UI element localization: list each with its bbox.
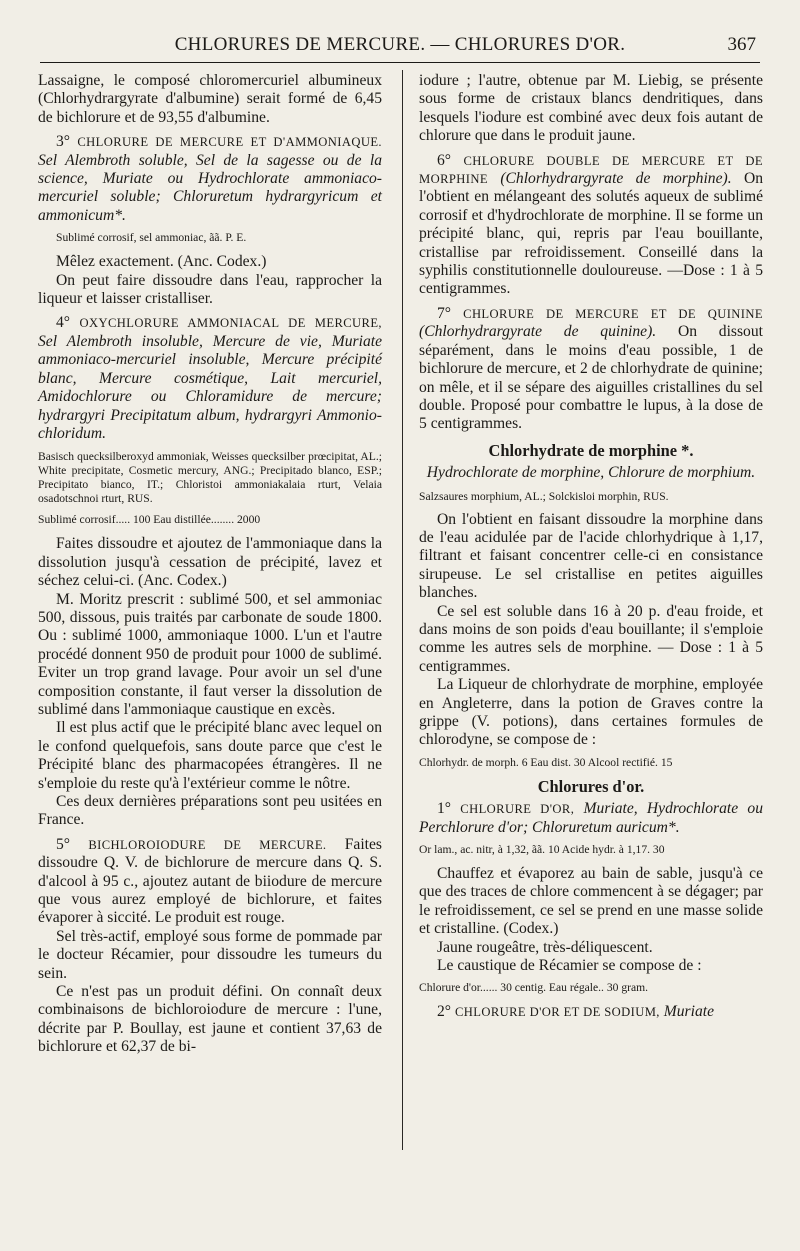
page-number: 367: [727, 34, 756, 55]
paragraph: La Liqueur de chlorhydrate de morphine, employée en Angleterre, dans la potion de Graves contre la grippe (V. potions), dans certaines formules de chlorodyne, se compose de :: [419, 676, 763, 749]
paragraph: Il est plus actif que le précipité blanc avec lequel on le confond quelquefois, sans doute parce que c'est le Précipité blanc des pharmacopées étrangères. Il ne s'emploie du reste qu'à l'extérieur comme le nôtre.: [38, 719, 382, 792]
paragraph: On peut faire dissoudre dans l'eau, rapprocher la liqueur et laisser cristalliser.: [38, 271, 382, 308]
right-column: [419, 72, 763, 1022]
section-synonyms: (Chlorhydrargyrate de morphine).: [500, 170, 732, 188]
paragraph: Faites dissoudre et ajoutez de l'ammoniaque dans la dissolution jusqu'à cessation de précipité, lavez et séchez celui-ci. (Anc. Codex.): [38, 535, 382, 590]
heading-chlorhydrate-morphine: Chlorhydrate de morphine *.: [488, 440, 694, 460]
section-1: [419, 800, 763, 837]
running-head: [40, 32, 760, 63]
paragraph: Mêlez exactement. (Anc. Codex.): [56, 253, 267, 271]
section-number: 1°: [437, 800, 452, 818]
section-number: 3°: [56, 133, 71, 151]
section-synonyms: (Chlorhydrargyrate de quinine).: [419, 323, 657, 341]
paragraph: Faites dissoudre Q. V. de bichlorure de mercure dans Q. S. d'alcool à 95 c., ajoutez autant de biiodure de mercure que vous aurez employé de bichlorure, et faites évaporer à siccité. Le produit est rouge.: [38, 835, 382, 927]
section-title: OXYCHLORURE AMMONIACAL DE MERCURE,: [79, 316, 382, 331]
section-title: CHLORURE D'OR ET DE SODIUM,: [454, 1005, 660, 1020]
section-synonyms: Muriate, Hydrochlorate ou Perchlorure d'or; Chloruretum auricum*.: [419, 800, 763, 836]
paragraph: M. Moritz prescrit : sublimé 500, et sel ammoniac 500, dissous, puis traités par carbonate de soude 1800. Ou : sublimé 1000, ammoniaque 1000. L'un et l'autre procédé donnent 950 de produit pour 1000 de sublimé. Eviter un trop grand lavage. Pour avoir un sel d'une composition constante, il faut verser la dissolution de sublimé dans l'ammoniaque caustique en excès.: [38, 590, 382, 718]
paragraph: Lassaigne, le composé chloromercuriel albumineux (Chlorhydrargyrate d'albumine) serait formé de 6,45 de bichlorure et de 93,55 d'albumine.: [38, 72, 382, 126]
paragraph: Ces deux dernières préparations sont peu usitées en France.: [38, 793, 382, 829]
section-title: CHLORURE DOUBLE DE MERCURE ET DE MORPHINE: [419, 153, 763, 187]
section-7: [419, 305, 763, 434]
section-number: 7°: [437, 304, 452, 322]
running-title: CHLORURES DE MERCURE. — CHLORURES D'OR.: [174, 34, 626, 55]
section-6: [419, 152, 763, 299]
formula: Chlorure d'or...... 30 centig. Eau régale.. 30 gram.: [419, 981, 649, 995]
foreign-names: Basisch quecksilberoxyd ammoniak, Weisses quecksilber prœcipitat, AL.; White precipitate, Cosmetic mercury, ANG.; Precipitado blanco, ESP.; Precipitato bianco, IT.; Chloristoi ammoniakalaia rturt, Velaia osadotschnoi rturt, RUS.: [38, 450, 382, 506]
section-4: [38, 314, 382, 443]
section-2: [419, 1003, 763, 1021]
section-title: CHLORURE DE MERCURE ET D'AMMONIAQUE.: [77, 135, 382, 150]
formula: Or lam., ac. nitr, à 1,32, ãã. 10 Acide hydr. à 1,17. 30: [419, 843, 665, 857]
heading-chlorures-or: Chlorures d'or.: [537, 776, 645, 796]
heading-synonyms: Hydrochlorate de morphine, Chlorure de morphium.: [426, 464, 756, 482]
section-3: [38, 133, 382, 225]
section-5: [38, 836, 382, 928]
paragraph: Chauffez et évaporez au bain de sable, jusqu'à ce que des traces de chlore commencent à se dégager; par le refroidissement, ce sel se prend en une masse solide et cristalline. (Codex.): [419, 865, 763, 938]
paragraph: iodure ; l'autre, obtenue par M. Liebig, se présente sous forme de cristaux blancs dendritiques, dans lesquels l'iodure est combiné avec deux fois autant de chlorure que dans le produit jaune.: [419, 72, 763, 145]
section-number: 2°: [437, 1003, 452, 1021]
paragraph: On dissout séparément, dans le moins d'eau possible, 1 de bichlorure de mercure, et 2 de chlorhydrate de quinine; on mêle, et il se sépare des aiguilles cristallines du sel double. Proposé pour combattre le lupus, à la dose de 5 centigrammes.: [419, 323, 763, 433]
paragraph: On l'obtient en mélangeant des solutés aqueux de sublimé corrosif et d'hydrochlorate de morphine. Il se forme un précipité blanc, qui, repris par l'eau bouillante, cristallise par refroidissement. Conseillé dans la syphilis constitutionnelle douloureuse. —Dose : 1 à 5 centigrammes.: [419, 170, 763, 298]
formula: Sublimé corrosif..... 100 Eau distillée........ 2000: [38, 513, 261, 527]
column-divider: [402, 70, 403, 1150]
section-title: CHLORURE DE MERCURE ET DE QUININE: [463, 306, 763, 321]
paragraph: Ce sel est soluble dans 16 à 20 p. d'eau froide, et dans moins de son poids d'eau bouillante; il s'emploie comme les autres sels de morphine. — Dose : 1 à 5 centigrammes.: [419, 602, 763, 675]
section-title: CHLORURE D'OR,: [460, 802, 575, 817]
section-synonyms: Sel Alembroth insoluble, Mercure de vie, Muriate ammoniaco-mercuriel insoluble, Mercure précipité blanc, Mercure cosmétique, Lait mercuriel, Amidochlorure ou Chloramidure de mercure; hydrargyri Precipitatum album, hydrargyri Ammonio-chloridum.: [38, 332, 382, 442]
section-title: BICHLOROIODURE DE MERCURE.: [88, 837, 327, 852]
foreign-names: Salzsaures morphium, AL.; Solckisloi morphin, RUS.: [419, 489, 669, 503]
section-number: 6°: [437, 151, 452, 169]
paragraph: Le caustique de Récamier se compose de :: [437, 957, 702, 975]
formula: Sublimé corrosif, sel ammoniac, ãã. P. E.: [56, 231, 247, 245]
section-number: 4°: [56, 314, 71, 332]
paragraph: Sel très-actif, employé sous forme de pommade par le docteur Récamier, pour dissoudre les tumeurs du sein.: [38, 927, 382, 982]
section-number: 5°: [56, 835, 71, 853]
paragraph: Ce n'est pas un produit défini. On connaît deux combinaisons de bichloroiodure de mercure : l'une, décrite par P. Boullay, est jaune et contient 37,63 de bichlorure et 62,37 de bi-: [38, 983, 382, 1056]
left-column: [38, 72, 382, 1057]
paragraph: Jaune rougeâtre, très-déliquescent.: [437, 938, 653, 956]
section-synonyms: Sel Alembroth soluble, Sel de la sagesse ou de la science, Muriate ou Hydrochlorate ammoniaco-mercuriel soluble; Chloruretum hydrargyricum et ammonicum*.: [38, 151, 382, 224]
paragraph: On l'obtient en faisant dissoudre la morphine dans de l'eau acidulée par de l'acide chlorhydrique à 1,17, filtrant et faisant concentrer celle-ci en consistance sirupeuse. Le sel cristallise en petites aiguilles blanches.: [419, 510, 763, 602]
formula: Chlorhydr. de morph. 6 Eau dist. 30 Alcool rectifié. 15: [419, 755, 673, 769]
section-synonyms: Muriate: [663, 1003, 715, 1021]
